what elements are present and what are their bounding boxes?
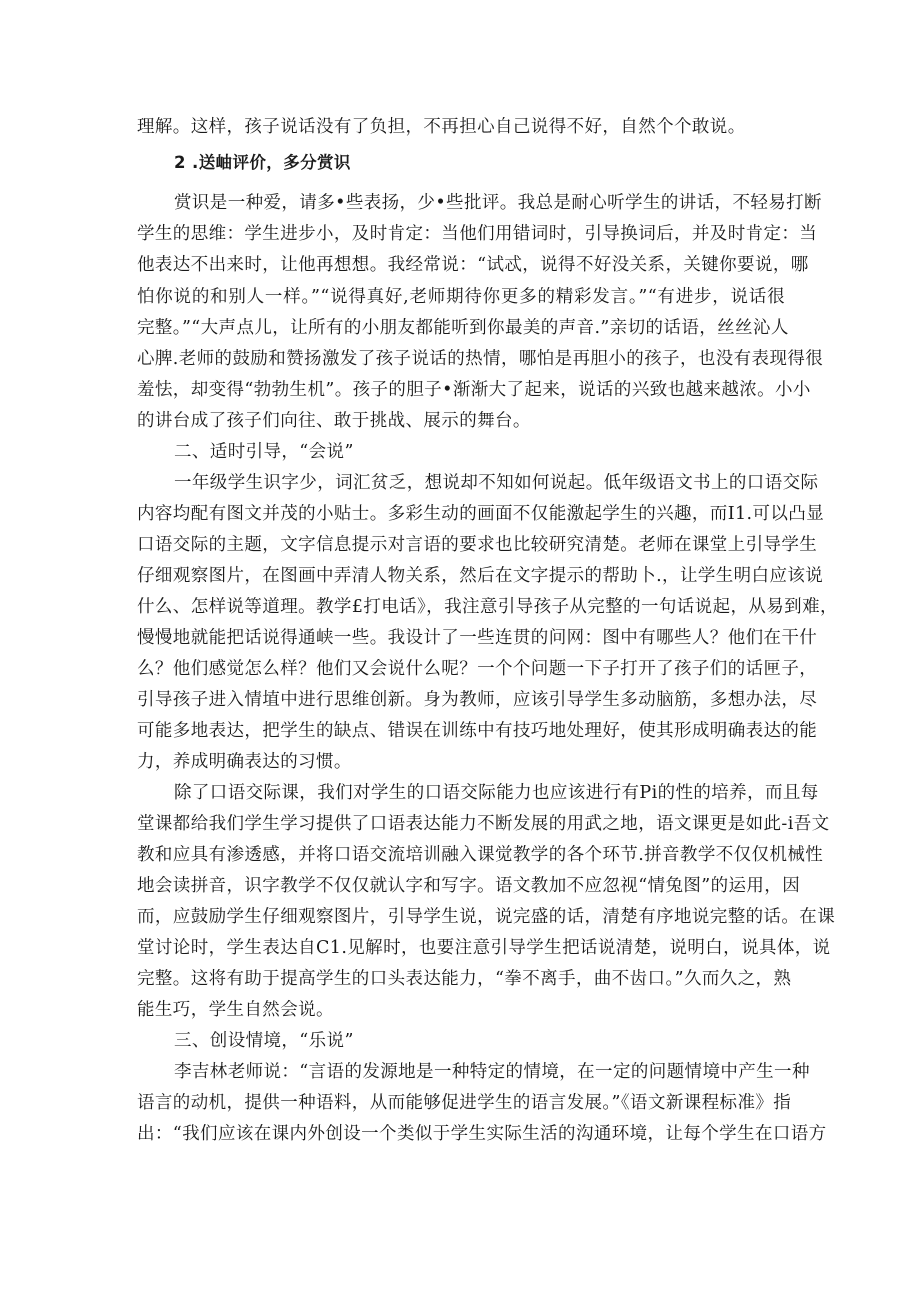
paragraph-line: 仔细观察图片，在图画中弄清人物关系，然后在文字提示的帮助卜.，让学生明白应该说 <box>137 566 824 586</box>
paragraph-line: 什么、怎样说等道理。教学£打电话》，我注意引导孩子从完整的一句话说起，从易到难， <box>137 597 838 617</box>
section-heading: 三、创设情境，“乐说” <box>174 1031 354 1051</box>
paragraph-line: 心脾.老师的鼓励和赞扬激发了孩子说话的热情，哪怕是再胆小的孩子，也没有表现得很 <box>137 349 824 369</box>
paragraph-line: 怕你说的和别人一样。”“说得真好,老师期待你更多的精彩发言。”“有进步，说话很 <box>137 287 785 307</box>
paragraph-line: 羞怯，却变得“勃勃生机”。孩子的胆子•渐渐大了起来，说话的兴致也越来越浓。小小 <box>137 380 811 400</box>
paragraph-line: 堂讨论时，学生表达自C1.见解时，也要注意引导学生把话说清楚，说明白，说具体，说 <box>137 938 831 958</box>
paragraph-line: 么？他们感觉怎么样？他们又会说什么呢？一个个问题一下子打开了孩子们的话匣子， <box>137 659 818 679</box>
paragraph-line: 语言的动机，提供一种语料，从而能够促进学生的语言发展。”《语文新课程标准》指 <box>137 1093 792 1113</box>
paragraph-line: 引导孩子进入情埴中进行思维创新。身为教师，应该引导学生多动脑筋，多想办法，尽 <box>137 690 818 710</box>
paragraph-line: 内容均配有图文并茂的小贴士。多彩生动的画面不仅能激起学生的兴趣，而I1.可以凸显 <box>137 504 825 524</box>
paragraph-line: 能生巧，学生自然会说。 <box>137 1000 334 1020</box>
paragraph-line: 赏识是一种爱，请多•些表扬，少•些批评。我总是耐心听学生的讲话，不轻易打断 <box>174 193 822 213</box>
paragraph-line: 完整。这将有助于提高学生的口头表达能力，“拳不离手，曲不齿口。”久而久之，熟 <box>137 969 792 989</box>
paragraph-line: 除了口语交际课，我们对学生的口语交际能力也应该进行有Pi的性的培养，而且每 <box>174 783 819 803</box>
subheading: 2 .送岫评价，多分赏识 <box>174 153 351 172</box>
paragraph-line: 慢慢地就能把话说得通峡一些。我设计了一些连贯的问网：图中有哪些人？他们在干什 <box>137 628 818 648</box>
paragraph-line: 理解。这样，孩子说话没有了负担，不再担心自己说得不好，自然个个敢说。 <box>137 117 746 137</box>
paragraph-line: 的讲台成了孩子们向往、敢于挑战、展示的舞台。 <box>137 411 531 431</box>
paragraph-line: 完整。”“大声点儿，让所有的小朋友都能听到你最美的声音.”亲切的话语，丝丝沁人 <box>137 318 789 338</box>
paragraph-line: 而，应鼓励学生仔细观察图片，引导学生说，说完盛的话，清楚有序地说完整的话。在课 <box>137 907 836 927</box>
paragraph-line: 学生的思维：学生进步小，及时肯定：当他们用错词时，引导换词后，并及时肯定：当 <box>137 224 818 244</box>
paragraph-line: 教和应具有渗透感，并将口语交流培训融入课觉教学的各个环节.拼音教学不仅仅机械性 <box>137 845 824 865</box>
paragraph-line: 地会读拼音，识字教学不仅仅就认字和写字。语文教加不应忽视“情兔图”的运用，因 <box>137 876 801 896</box>
paragraph-line: 他表达不出来时，让他再想想。我经常说：“试忒，说得不好没关系，关键你要说，哪 <box>137 255 809 275</box>
paragraph-line: 可能多地表达，把学生的缺点、错误在训练中有技巧地处理好，使其形成明确表达的能 <box>137 721 818 741</box>
paragraph-line: 出：“我们应该在课内外创设一个类似于学生实际生活的沟通环境，让每个学生在口语方 <box>137 1124 827 1144</box>
paragraph-line: 堂课都给我们学生学习提供了口语表达能力不断发展的用武之地，语文课更是如此-i吾文 <box>137 814 830 834</box>
paragraph-line: 李吉林老师说：“言语的发源地是一种特定的情境，在一定的问题情境中产生一种 <box>174 1062 810 1082</box>
paragraph-line: 口语交际的主题，文字信息提示对言语的要求也比较研究清楚。老师在课堂上引导学生 <box>137 535 818 555</box>
paragraph-line: 力，养成明确表达的习惯。 <box>137 752 352 772</box>
paragraph-line: 一年级学生识字少，词汇贫乏，想说却不知如何说起。低年级语文书上的口语交际 <box>174 473 819 493</box>
section-heading: 二、适时引导，“会说” <box>174 442 354 462</box>
